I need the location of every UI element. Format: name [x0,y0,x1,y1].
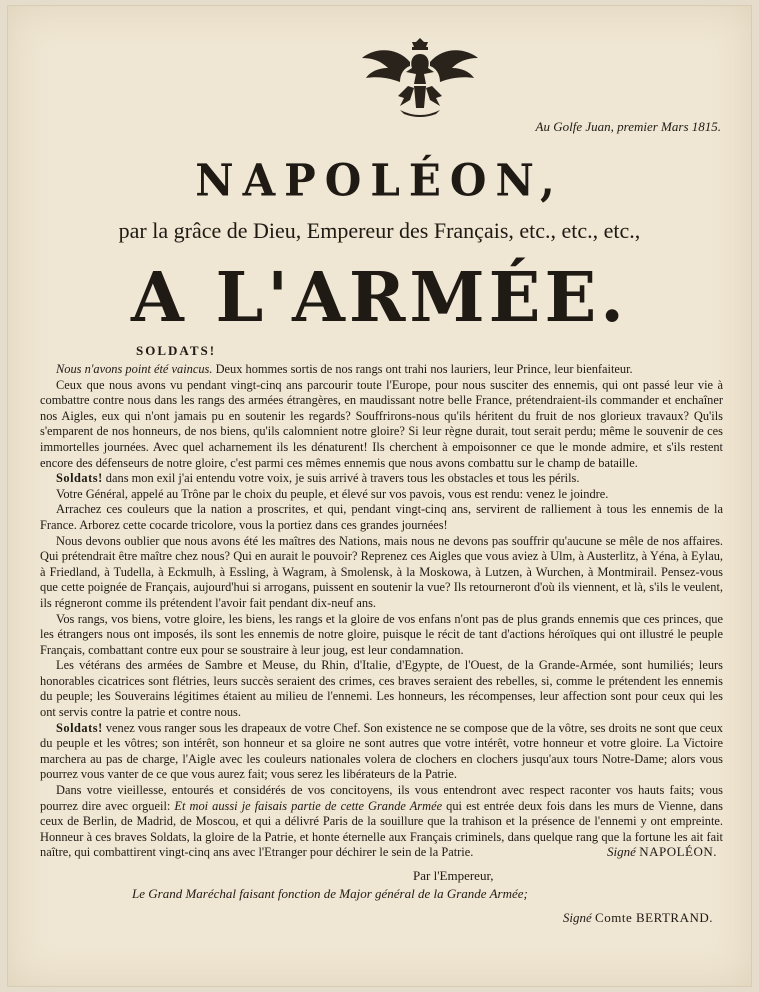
paragraph-10-text-a: Dans votre vieillesse, entourés et considérés de vos concitoyens, ils vous entendront avec respect raconter vos hauts faits; vous pourrez dire avec orgueil: [40,783,723,813]
signe2-name: Comte BERTRAND. [595,910,713,925]
signe2-label: Signé [562,910,592,925]
paragraph-3 [40,471,723,487]
proclamation-sheet [8,6,751,986]
proclamation-body [40,362,723,861]
par-l-empereur: Par l'Empereur, [413,868,494,883]
paragraph-8: Les vétérans des armées de Sambre et Meuse, du Rhin, d'Italie, d'Egypte, de l'Ouest, de la Grande-Armée, sont humiliés; leurs honorables cicatrices sont flétries, leurs succès seraient des crimes, ces braves seraient des rebelles, si, comme le prétendent les ennemis du peuple; les Souverains légitimes étaient au milieu de l'ennemi. Les honneurs, les récompenses, leur affection sont pour ceux qui les ont servis contre la patrie et contre nous. [40,658,723,720]
paragraph-1 [40,362,723,378]
paragraph-3-lead: Soldats! [56,471,103,486]
dateline: Au Golfe Juan, premier Mars 1815. [535,119,721,134]
paragraph-2: Ceux que nous avons vu pendant vingt-cinq ans parcourir toute l'Europe, pour nous susciter des ennemis, qui ont passé leur vie à combattre contre nous dans les rangs des armées étrangères, en maudissant notre belle France, prétendraient-ils commander et enchaîner nos Aigles, eux qui n'ont jamais pu en soutenir les regards? Souffrirons-nous qu'ils héritent du fruit de nos glorieux travaux? Qu'ils s'emparent de nos honneurs, de nos biens, qu'ils calomnient notre gloire? Si leur règne durait, tout serait perdu; même le souvenir de ces immortelles journées. Avec quel acharnement ils les dénaturent! Ils cherchent à empoisonner ce que le monde admire, et s'ils restent encore des défenseurs de notre gloire, c'est parmi ces mêmes ennemis que nous avons combattu sur le champ de bataille. [40,377,723,470]
paragraph-9 [40,721,723,783]
paragraph-6: Nous devons oublier que nous avons été les maîtres des Nations, mais nous ne devons pas souffrir qu'aucune se mêle de nos affaires. Qui prétendrait être maître chez nous? Qui en aurait le pouvoir? Reprenez ces Aigles que vous aviez à Ulm, à Austerlitz, à Yéna, à Eylau, à Friedland, à Tudella, à Eckmulh, à Essling, à Wagram, à Smolensk, à la Moskowa, à Lutzen, à Wurchen, à Montmirail. Pensez-vous que cette poignée de Français, aujourd'hui si arrogans, puissent en soutenir la vue? Ils retourneront d'où ils viennent, et là, s'ils le veulent, ils régneront comme ils prétendent l'avoir fait pendant dix-neuf ans. [40,533,723,610]
imperial-eagle-emblem [360,36,480,118]
paragraph-9-lead: Soldats! [56,720,103,735]
heading-a-l-armee: A L'ARMÉE. [131,258,628,338]
salutation: SOLDATS! [136,343,217,358]
paragraph-4: Votre Général, appelé au Trône par le choix du peuple, et élevé sur vos pavois, vous est rendu: venez le joindre. [56,486,609,501]
title-napoleon: NAPOLÉON, [195,154,564,207]
paragraph-1-text: Deux hommes sortis de nos rangs ont trahi nos lauriers, leur Prince, leur bienfaiteur. [212,362,633,376]
signature-napoleon [607,844,717,860]
paragraph-3-text: dans mon exil j'ai entendu votre voix, je suis arrivé à travers tous les obstacles et tous les périls. [102,471,580,486]
paragraph-10-text-c: qui est entrée deux fois dans les murs de Vienne, dans ceux de Berlin, de Madrid, de Moscou, et qui a délivré Paris de la souillure que la trahison et la présence de l'ennemi y ont empreinte. Honneur à ces braves Soldats, la gloire de la Patrie, et honte éternelle aux Français criminels, dans quelque rang que la fortune les ait fait naître, qui combattirent vingt-cinq ans avec l'Etranger pour déchirer le sein de la Patrie. [40,798,723,860]
paragraph-5: Arrachez ces couleurs que la nation a proscrites, et qui, pendant vingt-cinq ans, servirent de ralliement à tous les ennemis de la France. Arborez cette cocarde tricolore, vous la portiez dans ces grandes journées! [40,502,723,532]
grand-marechal-line: Le Grand Maréchal faisant fonction de Major général de la Grande Armée; [132,886,528,901]
paragraph-1-italic: Nous n'avons point été vaincus. [56,362,213,376]
paragraph-9-text: venez vous ranger sous les drapeaux de votre Chef. Son existence ne se compose que de la vôtre, ses droits ne sont que ceux du peuple et les vôtres; son intérêt, son honneur et sa gloire ne sont autres que votre intérêt, votre honneur et votre gloire. La Victoire marchera au pas de charge, l'Aigle avec les couleurs nationales volera de clochers en clochers jusqu'aux tours Notre-Dame; alors vous pourrez vous vanter de ce que vous aurez fait; vous serez les libérateurs de la Patrie. [40,720,723,782]
signature-bertrand [563,910,713,926]
signe-label: Signé [607,844,636,859]
paragraph-10-italic: Et moi aussi je faisais partie de cette Grande Armée [174,798,443,813]
paragraph-7: Vos rangs, vos biens, votre gloire, les biens, les rangs et la gloire de vos enfans n'ont pas de plus grands ennemis que ces princes, que les étrangers nous ont imposés, ils sont les ennemis de notre gloire, puisque le récit de tant d'actions héroïques qui ont illustré le peuple Français, combattant contre eux pour se soustraire à leur joug, est leur condamnation. [40,611,723,657]
subtitle: par la grâce de Dieu, Empereur des Français, etc., etc., etc., [118,218,641,243]
signe-name: NAPOLÉON. [639,844,717,859]
